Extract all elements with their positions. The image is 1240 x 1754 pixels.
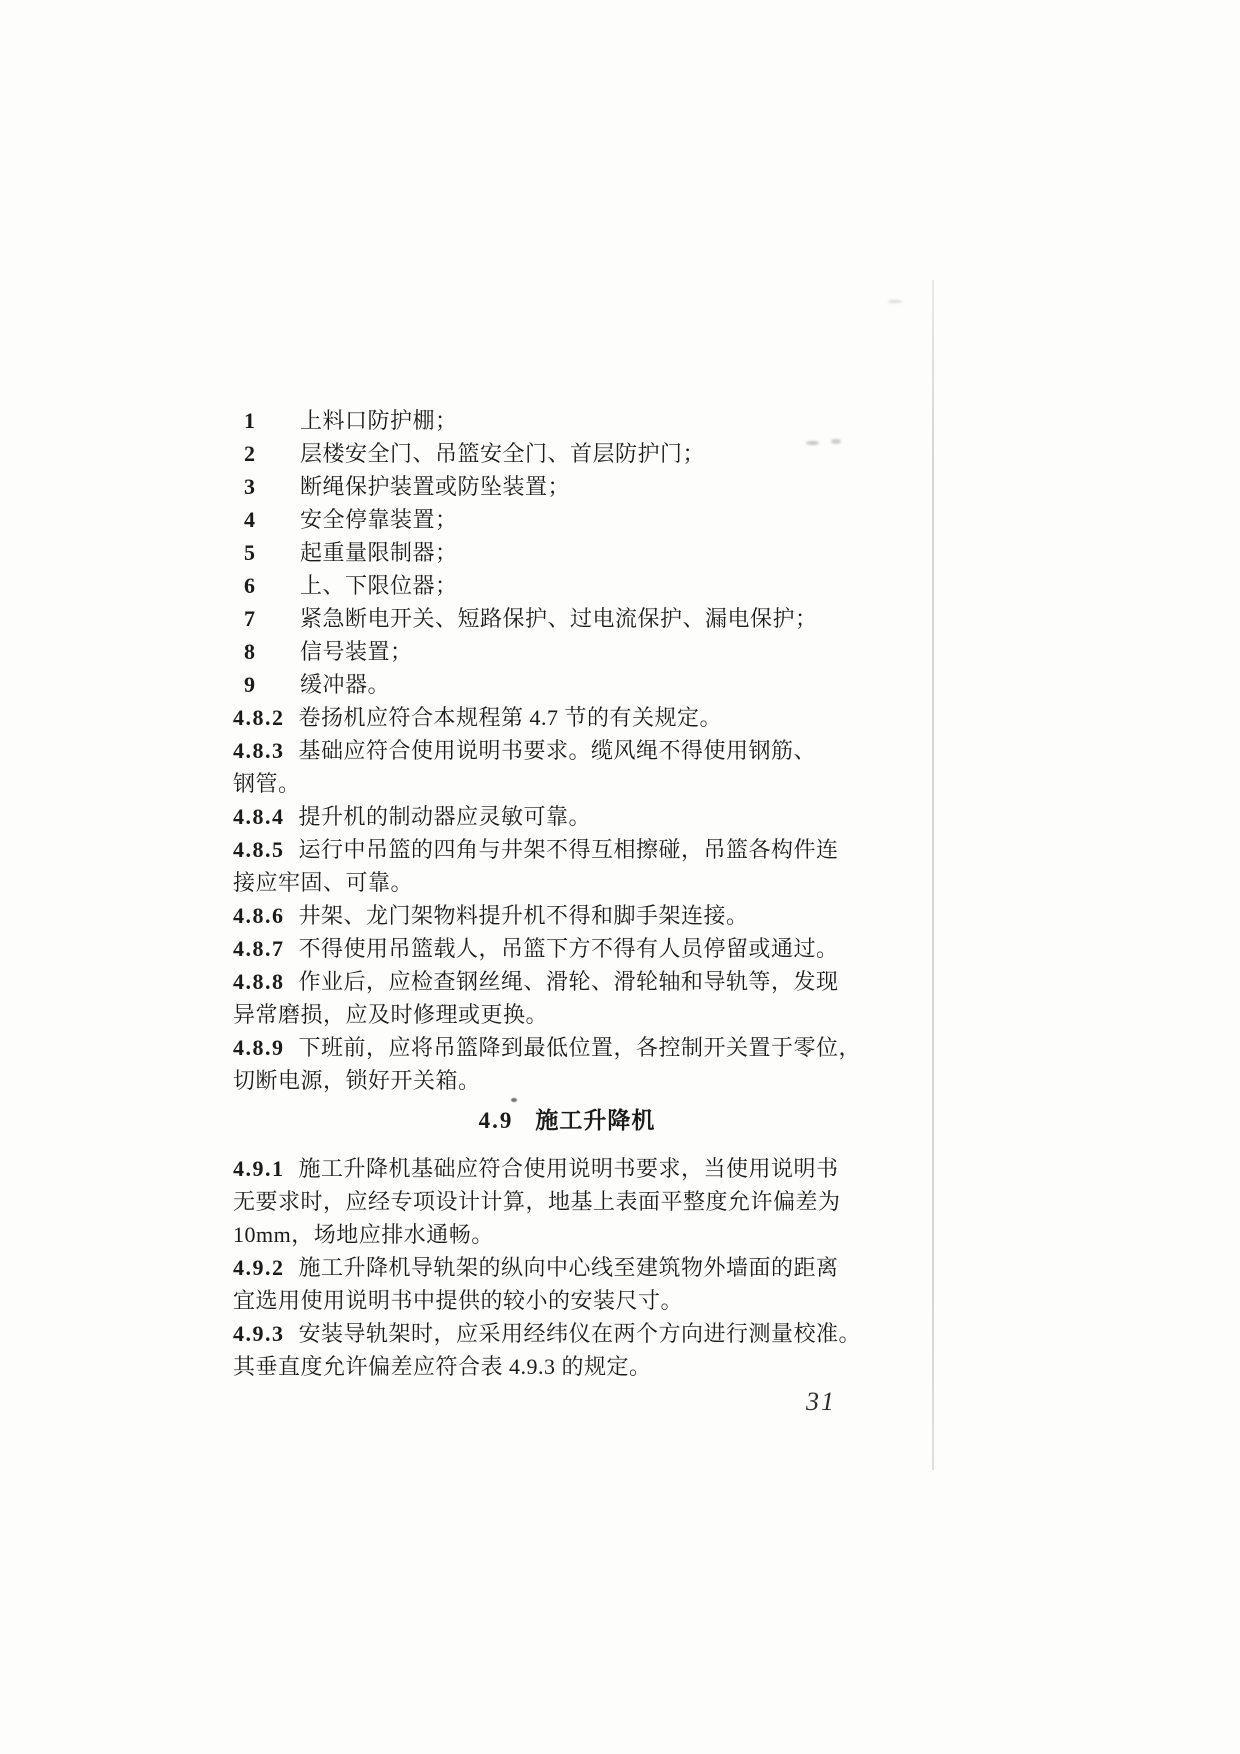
text-column xyxy=(233,404,861,1383)
clause-4-8-2 xyxy=(233,701,861,734)
clause-4-8-9-continuation: 切断电源，锁好开关箱。 xyxy=(233,1068,481,1093)
clause-4-8-3 xyxy=(233,734,861,767)
clause-text: 施工升降机基础应符合使用说明书要求，当使用说明书 xyxy=(298,1156,839,1181)
list-item-5 xyxy=(233,536,861,569)
clause-number: 4.8.5 xyxy=(233,837,285,862)
list-item-number: 4 xyxy=(244,507,255,532)
list-item-text: 缓冲器。 xyxy=(300,672,391,697)
clause-4-9-1 xyxy=(233,1152,861,1185)
list-item-1 xyxy=(233,404,861,437)
clause-number: 4.9.2 xyxy=(233,1255,285,1280)
list-item-text: 起重量限制器； xyxy=(300,540,458,565)
list-item-number: 2 xyxy=(244,441,255,466)
clause-number: 4.8.4 xyxy=(233,804,285,829)
list-item-6 xyxy=(233,569,861,602)
list-item-text: 断绳保护装置或防坠装置； xyxy=(300,474,571,499)
list-item-7 xyxy=(233,602,861,635)
section-heading-title: 施工升降机 xyxy=(535,1108,656,1133)
clause-text: 卷扬机应符合本规程第 4.7 节的有关规定。 xyxy=(298,705,723,730)
section-heading-number: 4.9 xyxy=(478,1108,514,1133)
scan-artifact-speck xyxy=(888,300,902,303)
clause-text: 作业后，应检查钢丝绳、滑轮、滑轮轴和导轨等，发现 xyxy=(298,969,839,994)
clause-text: 运行中吊篮的四角与井架不得互相擦碰，吊篮各构件连 xyxy=(298,837,839,862)
clause-text: 提升机的制动器应灵敏可靠。 xyxy=(298,804,592,829)
clause-4-8-5-continuation: 接应牢固、可靠。 xyxy=(233,870,414,895)
clause-text: 施工升降机导轨架的纵向中心线至建筑物外墙面的距离 xyxy=(298,1255,839,1280)
section-heading-4-9 xyxy=(253,1104,881,1137)
clause-4-8-8 xyxy=(233,965,861,998)
page-number: 31 xyxy=(806,1387,836,1416)
clause-4-8-4 xyxy=(233,800,861,833)
clause-4-8-9 xyxy=(233,1031,861,1064)
clause-number: 4.8.8 xyxy=(233,969,285,994)
clause-4-8-7 xyxy=(233,932,861,965)
clause-4-9-3 xyxy=(233,1317,861,1350)
list-item-8 xyxy=(233,635,861,668)
list-item-number: 6 xyxy=(244,573,255,598)
clause-4-8-5 xyxy=(233,833,861,866)
clause-number: 4.8.7 xyxy=(233,936,285,961)
clause-text: 不得使用吊篮载人，吊篮下方不得有人员停留或通过。 xyxy=(298,936,839,961)
list-item-9 xyxy=(233,668,861,701)
scan-artifact-speck xyxy=(511,1098,517,1102)
clause-4-8-8-continuation: 异常磨损，应及时修理或更换。 xyxy=(233,1002,549,1027)
clause-4-9-1-continuation: 10mm，场地应排水通畅。 xyxy=(233,1222,494,1247)
list-item-3 xyxy=(233,470,861,503)
clause-4-8-3-continuation: 钢管。 xyxy=(233,771,301,796)
list-item-number: 1 xyxy=(244,408,255,433)
list-item-number: 9 xyxy=(244,672,255,697)
list-item-text: 紧急断电开关、短路保护、过电流保护、漏电保护； xyxy=(300,606,818,631)
list-item-4 xyxy=(233,503,861,536)
clause-4-8-6 xyxy=(233,899,861,932)
clause-number: 4.8.6 xyxy=(233,903,285,928)
clause-text: 下班前，应将吊篮降到最低位置，各控制开关置于零位， xyxy=(298,1035,862,1060)
clause-number: 4.9.3 xyxy=(233,1321,285,1346)
list-item-text: 层楼安全门、吊篮安全门、首层防护门； xyxy=(300,441,706,466)
clause-4-9-2-continuation: 宜选用使用说明书中提供的较小的安装尺寸。 xyxy=(233,1288,684,1313)
clause-number: 4.8.3 xyxy=(233,738,285,763)
list-item-number: 7 xyxy=(244,606,255,631)
clause-number: 4.8.9 xyxy=(233,1035,285,1060)
list-item-text: 安全停靠装置； xyxy=(300,507,458,532)
clause-4-9-3-continuation: 其垂直度允许偏差应符合表 4.9.3 的规定。 xyxy=(233,1354,652,1379)
clause-number: 4.8.2 xyxy=(233,705,285,730)
scan-artifact-vertical-line xyxy=(932,280,934,1470)
list-item-number: 3 xyxy=(244,474,255,499)
clause-number: 4.9.1 xyxy=(233,1156,285,1181)
clause-text: 基础应符合使用说明书要求。缆风绳不得使用钢筋、 xyxy=(298,738,817,763)
clause-4-9-2 xyxy=(233,1251,861,1284)
clause-text: 井架、龙门架物料提升机不得和脚手架连接。 xyxy=(298,903,749,928)
list-item-text: 上料口防护棚； xyxy=(300,408,458,433)
list-item-text: 信号装置； xyxy=(300,639,413,664)
list-item-number: 8 xyxy=(244,639,255,664)
clause-4-9-1-continuation: 无要求时，应经专项设计计算，地基上表面平整度允许偏差为 xyxy=(233,1189,841,1214)
list-item-number: 5 xyxy=(244,540,255,565)
list-item-text: 上、下限位器； xyxy=(300,573,458,598)
clause-text: 安装导轨架时，应采用经纬仪在两个方向进行测量校准。 xyxy=(298,1321,862,1346)
list-item-2 xyxy=(233,437,861,470)
